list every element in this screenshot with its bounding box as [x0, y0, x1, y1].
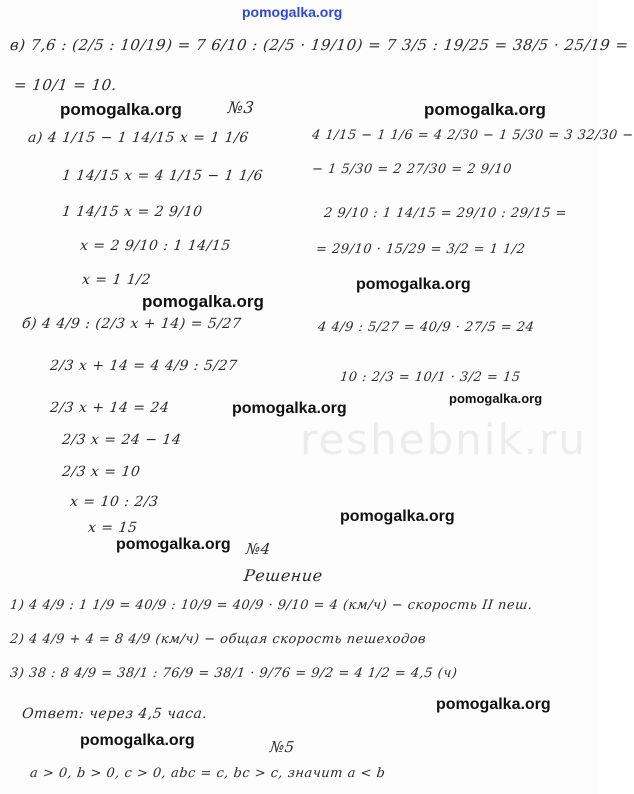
- watermark: pomogalka.org: [142, 292, 264, 311]
- eq-b-line-1: б) 4 4/9 : (2/3 x + 14) = 5/27: [21, 316, 243, 332]
- task-number-5: №5: [269, 738, 296, 756]
- watermark: pomogalka.org: [232, 400, 347, 417]
- watermark: pomogalka.org: [80, 732, 195, 749]
- eq-b-line-7: x = 15: [87, 520, 139, 536]
- calc-a-line-1: 4 1/15 − 1 1/6 = 4 2/30 − 1 5/30 = 3 32/30 −: [311, 128, 634, 143]
- step-2: 2) 4 4/9 + 4 = 8 4/9 (км/ч) − общая скорость пешеходов: [9, 632, 427, 647]
- step-1: 1) 4 4/9 : 1 1/9 = 40/9 : 10/9 = 40/9 · 9/10 = 4 (км/ч) − скорость II пеш.: [9, 598, 534, 613]
- step-3: 3) 38 : 8 4/9 = 38/1 : 76/9 = 38/1 · 9/76 = 9/2 = 4 1/2 = 4,5 (ч): [9, 666, 459, 681]
- watermark: pomogalka.org: [356, 276, 471, 293]
- eq-a-line-2: 1 14/15 x = 4 1/15 − 1 1/6: [61, 168, 264, 184]
- eq-b-line-6: x = 10 : 2/3: [69, 494, 160, 510]
- eq-a-line-3: 1 14/15 x = 2 9/10: [61, 204, 204, 220]
- calc-b-line-1: 4 4/9 : 5/27 = 40/9 · 27/5 = 24: [317, 320, 536, 335]
- eq-b-line-3: 2/3 x + 14 = 24: [49, 400, 171, 416]
- answer-line: Ответ: через 4,5 часа.: [21, 706, 209, 722]
- task-number-3: №3: [227, 98, 256, 117]
- eq-b-line-4: 2/3 x = 24 − 14: [61, 432, 183, 448]
- eq-b-line-2: 2/3 x + 14 = 4 4/9 : 5/27: [49, 358, 239, 374]
- eq-b-line-5: 2/3 x = 10: [61, 464, 142, 480]
- eq-a-line-5: x = 1 1/2: [81, 272, 152, 288]
- watermark: pomogalka.org: [424, 100, 546, 119]
- calc-b-line-2: 10 : 2/3 = 10/1 · 3/2 = 15: [339, 370, 522, 385]
- watermark: pomogalka.org: [340, 508, 455, 525]
- task-number-4: №4: [245, 540, 272, 558]
- watermark: pomogalka.org: [449, 391, 543, 406]
- eq-a-line-4: x = 2 9/10 : 1 14/15: [79, 238, 232, 254]
- watermark: pomogalka.org: [116, 536, 231, 553]
- problem-b-result: = 10/1 = 10.: [13, 76, 118, 94]
- watermark-top: pomogalka.org: [242, 4, 343, 20]
- calc-a-line-2: − 1 5/30 = 2 27/30 = 2 9/10: [311, 162, 513, 177]
- background-watermark: reshebnik.ru: [300, 415, 588, 464]
- calc-a-line-4: = 29/10 · 15/29 = 3/2 = 1 1/2: [315, 242, 527, 257]
- watermark: pomogalka.org: [436, 696, 551, 713]
- eq-a-line-1: а) 4 1/15 − 1 14/15 x = 1 1/6: [27, 130, 250, 146]
- task-5-text: а > 0, b > 0, c > 0, abc = c, bc > c, значит a < b: [29, 766, 387, 781]
- calc-a-line-3: 2 9/10 : 1 14/15 = 29/10 : 29/15 =: [323, 206, 568, 221]
- solution-heading: Решение: [243, 566, 324, 585]
- watermark: pomogalka.org: [60, 100, 182, 119]
- problem-b-expression: в) 7,6 : (2/5 : 10/19) = 7 6/10 : (2/5 · 19/10) = 7 3/5 : 19/25 = 38/5 · 25/19 =: [9, 36, 630, 54]
